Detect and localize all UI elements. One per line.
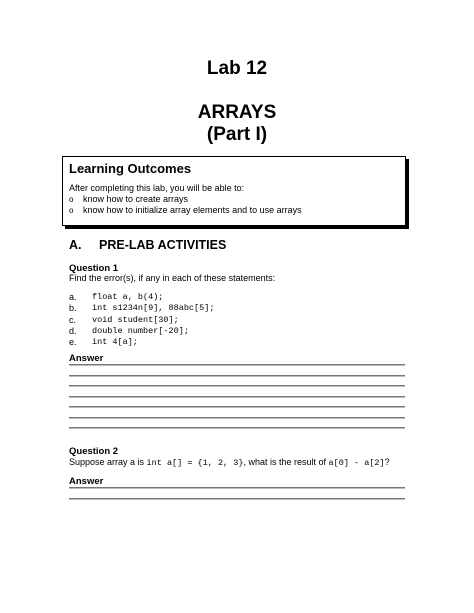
item-letter: b.: [69, 303, 77, 314]
code-statement: int s1234n[9], 88abc[5];: [92, 303, 215, 314]
outcomes-heading: Learning Outcomes: [69, 161, 192, 176]
outcomes-intro: After completing this lab, you will be able to:: [69, 183, 245, 193]
list-item: [69, 292, 214, 303]
list-item: [69, 315, 214, 326]
item-letter: d.: [69, 325, 77, 336]
item-letter: e.: [69, 337, 77, 348]
question2-heading: Question 2: [69, 446, 119, 457]
code-snippet: int a[] = {1, 2, 3}: [146, 458, 244, 468]
item-letter: a.: [69, 292, 77, 302]
bullet-icon: o: [69, 195, 74, 204]
list-item: [69, 303, 214, 314]
prompt-text: Suppose array a is: [69, 457, 147, 467]
question1-answer-area[interactable]: [69, 364, 405, 438]
question2-answer-label: Answer: [69, 476, 104, 487]
outcome-item: [69, 205, 399, 216]
answer-line: [69, 385, 405, 387]
question1-answer-label: Answer: [69, 353, 104, 364]
answer-line: [69, 487, 405, 489]
question1-prompt: Find the error(s), if any in each of these statements:: [69, 273, 276, 283]
outcome-item: [69, 194, 399, 205]
topic-title-line2: (Part I): [206, 124, 268, 145]
outcome-text: know how to initialize array elements and to use arrays: [83, 205, 302, 215]
code-statement: int 4[a];: [92, 337, 138, 348]
question1-statement-list: [69, 292, 214, 348]
list-item: [69, 337, 214, 348]
section-title: PRE-LAB ACTIVITIES: [99, 238, 227, 252]
code-statement: float a, b(4);: [92, 292, 164, 302]
question2-prompt: [69, 457, 390, 468]
answer-line: [69, 375, 405, 377]
outcome-text: know how to create arrays: [83, 194, 189, 204]
learning-outcomes-box: [62, 156, 406, 226]
answer-line: [69, 427, 405, 429]
question2-answer-area[interactable]: [69, 487, 405, 508]
question1-heading: Question 1: [69, 263, 119, 274]
code-statement: void student[30];: [92, 314, 179, 325]
topic-title: [0, 102, 474, 146]
section-letter: A.: [69, 238, 82, 252]
code-snippet: a[0] - a[2]: [328, 458, 385, 468]
lab-title: Lab 12: [206, 58, 268, 79]
answer-line: [69, 364, 405, 366]
section-heading: [69, 238, 226, 252]
code-statement: double number[-20];: [92, 325, 189, 336]
prompt-text: ?: [384, 457, 390, 467]
bullet-icon: o: [69, 206, 74, 215]
answer-line: [69, 396, 405, 398]
topic-title-line1: ARRAYS: [197, 102, 277, 123]
answer-line: [69, 417, 405, 419]
list-item: [69, 326, 214, 337]
answer-line: [69, 498, 405, 500]
prompt-text: , what is the result of: [243, 457, 329, 467]
answer-line: [69, 406, 405, 408]
item-letter: c.: [69, 314, 77, 325]
